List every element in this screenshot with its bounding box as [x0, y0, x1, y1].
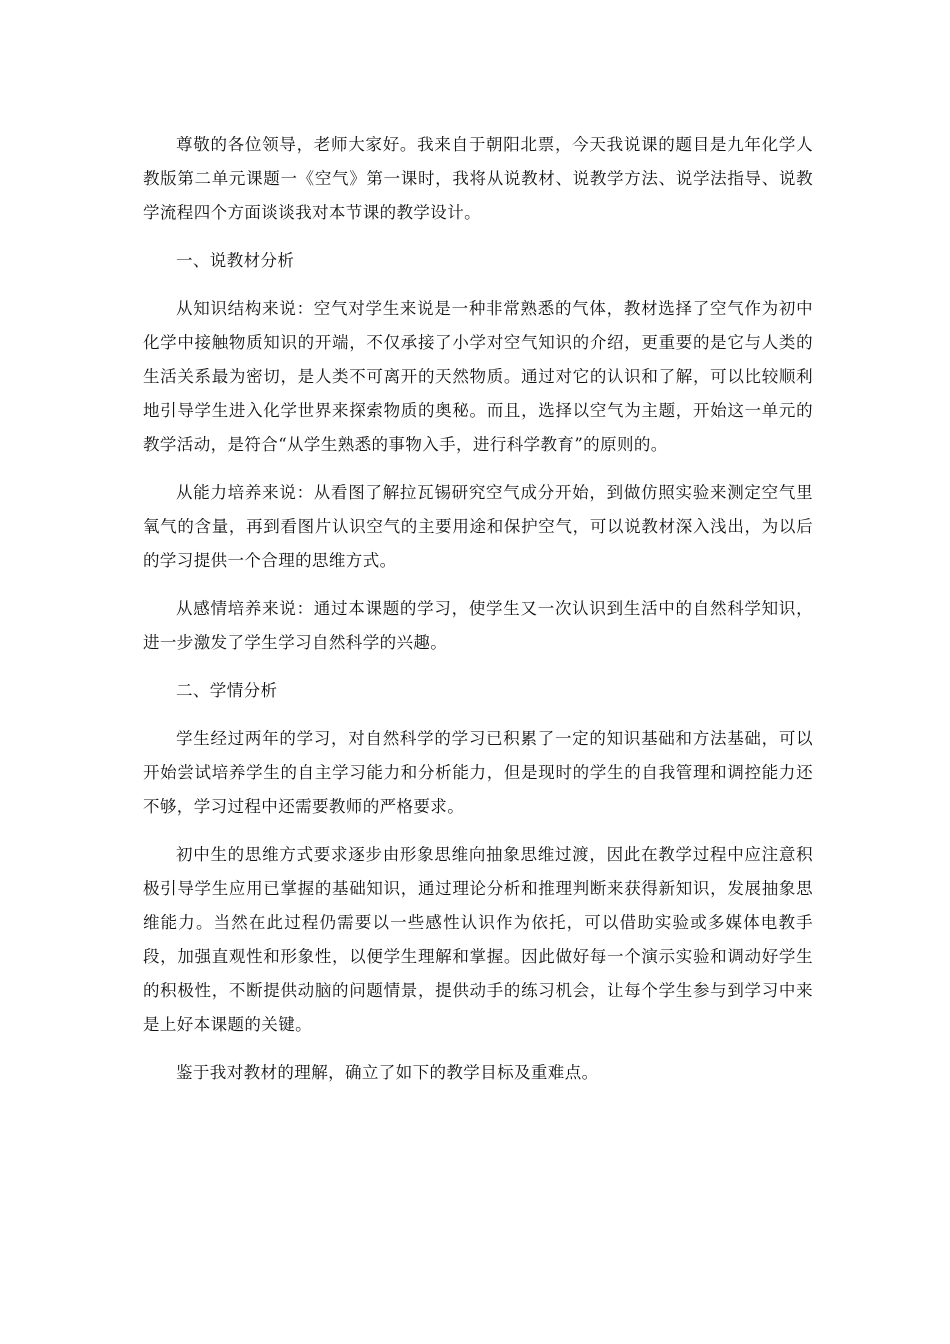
section-heading-textbook-analysis: 一、说教材分析 — [176, 251, 295, 270]
paragraph-ability-training: 从能力培养来说：从看图了解拉瓦锡研究空气成分开始，到做仿照实验来测定空气里氧气的含量，再到看图片认识空气的主要用途和保护空气，可以说教材深入浅出，为以后的学习提供一个合理的思维方式。 — [143, 483, 813, 570]
paragraph-thinking-mode: 初中生的思维方式要求逐步由形象思维向抽象思维过渡，因此在教学过程中应注意积极引导学生应用已掌握的基础知识，通过理论分析和推理判断来获得新知识，发展抽象思维能力。当然在此过程仍需要以一些感性认识作为依托，可以借助实验或多媒体电教手段，加强直观性和形象性，以便学生理解和掌握。因此做好每一个演示实验和调动好学生的积极性，不断提供动脑的问题情景，提供动手的练习机会，让每个学生参与到学习中来是上好本课题的关键。 — [143, 845, 813, 1034]
paragraph-emotion-training: 从感情培养来说：通过本课题的学习，使学生又一次认识到生活中的自然科学知识，进一步激发了学生学习自然科学的兴趣。 — [143, 599, 813, 652]
document-body — [143, 128, 813, 1104]
paragraph-conclusion: 鉴于我对教材的理解，确立了如下的教学目标及重难点。 — [176, 1063, 599, 1082]
section-heading-student-analysis: 二、学情分析 — [176, 681, 278, 700]
paragraph-knowledge-structure: 从知识结构来说：空气对学生来说是一种非常熟悉的气体，教材选择了空气作为初中化学中接触物质知识的开端，不仅承接了小学对空气知识的介绍，更重要的是它与人类的生活关系最为密切，是人类不可离开的天然物质。通过对它的认识和了解，可以比较顺利地引导学生进入化学世界来探索物质的奥秘。而且，选择以空气为主题，开始这一单元的教学活动，是符合“从学生熟悉的事物入手，进行科学教育”的原则的。 — [143, 299, 813, 454]
paragraph-opening: 尊敬的各位领导，老师大家好。我来自于朝阳北票，今天我说课的题目是九年化学人教版第二单元课题一《空气》第一课时，我将从说教材、说教学方法、说学法指导、说教学流程四个方面谈谈我对本节课的教学设计。 — [143, 135, 813, 222]
paragraph-student-background: 学生经过两年的学习，对自然科学的学习已积累了一定的知识基础和方法基础，可以开始尝试培养学生的自主学习能力和分析能力，但是现时的学生的自我管理和调控能力还不够，学习过程中还需要教师的严格要求。 — [143, 729, 813, 816]
